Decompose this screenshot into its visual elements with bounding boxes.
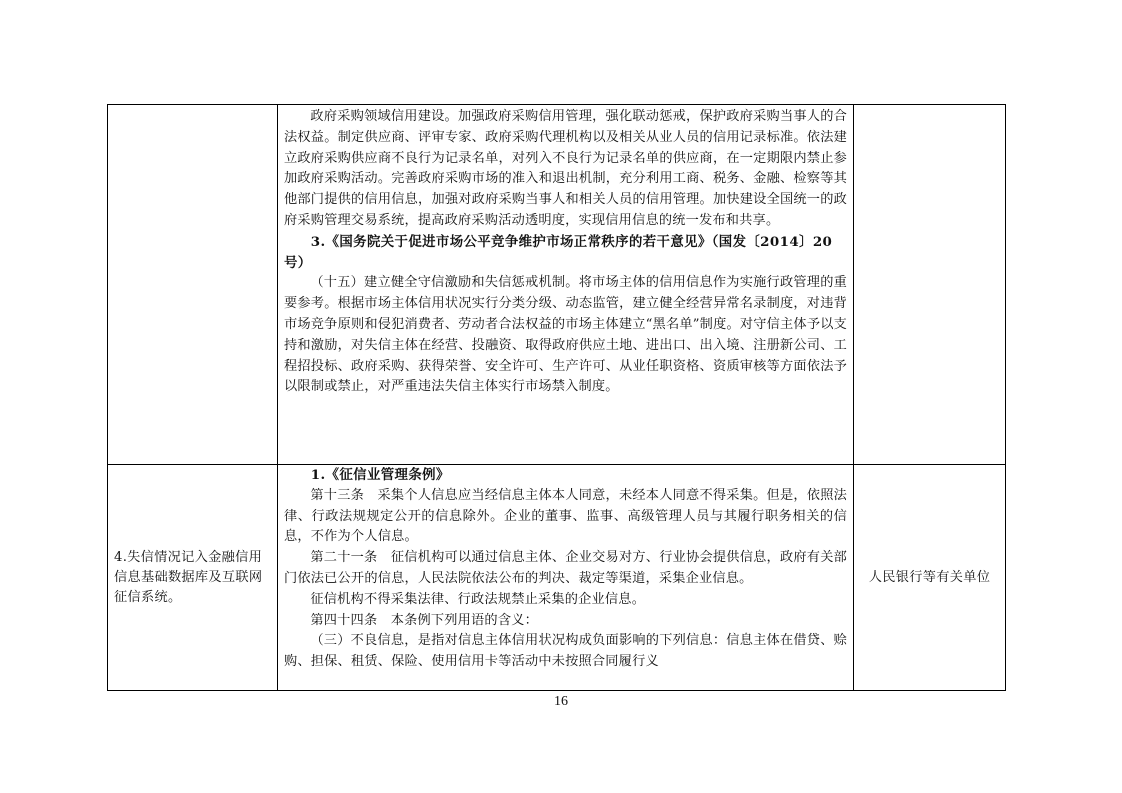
section-heading: 1.《征信业管理条例》 xyxy=(310,467,450,483)
item-label: 4.失信情况记入金融信用信息基础数据库及互联网征信系统。 xyxy=(114,549,263,605)
item-cell xyxy=(108,105,278,465)
table-row xyxy=(108,105,1006,465)
section-heading: 3.《国务院关于促进市场公平竞争维护市场正常秩序的若干意见》（国发〔2014〕20号） xyxy=(284,233,833,271)
paragraph: 政府采购领域信用建设。加强政府采购信用管理，强化联动惩戒，保护政府采购当事人的合法权益。制定供应商、评审专家、政府采购代理机构以及相关从业人员的信用记录标准。依法建立政府采购供应商不良行为记录名单，对列入不良行为记录名单的供应商，在一定期限内禁止参加政府采购活动。完善政府采购市场的准入和退出机制，充分利用工商、税务、金融、检察等其他部门提供的信用信息，加强对政府采购当事人和相关人员的信用管理。加快建设全国统一的政府采购管理交易系统，提高政府采购活动透明度，实现信用信息的统一发布和共享。 xyxy=(284,109,847,228)
paragraph: （三）不良信息，是指对信息主体信用状况构成负面影响的下列信息：信息主体在借贷、赊购、担保、租赁、保险、使用信用卡等活动中未按照合同履行义 xyxy=(284,633,847,670)
paragraph: 第四十四条 本条例下列用语的含义： xyxy=(310,612,538,628)
unit-cell xyxy=(854,105,1006,465)
content-cell xyxy=(278,465,854,691)
policy-table xyxy=(107,104,1006,691)
paragraph: 第十三条 采集个人信息应当经信息主体本人同意，未经本人同意不得采集。但是，依照法律、行政法规规定公开的信息除外。企业的董事、监事、高级管理人员与其履行职务相关的信息，不作为个人信息。 xyxy=(284,487,847,545)
unit-label: 人民银行等有关单位 xyxy=(868,569,991,585)
paragraph: 征信机构不得采集法律、行政法规禁止采集的企业信息。 xyxy=(310,591,646,607)
content-cell xyxy=(278,105,854,465)
unit-cell xyxy=(854,465,1006,691)
item-cell xyxy=(108,465,278,691)
table-row xyxy=(108,465,1006,691)
paragraph: （十五）建立健全守信激励和失信惩戒机制。将市场主体的信用信息作为实施行政管理的重要参考。根据市场主体信用状况实行分类分级、动态监管，建立健全经营异常名录制度，对违背市场竞争原则和侵犯消费者、劳动者合法权益的市场主体建立“黑名单”制度。对守信主体予以支持和激励，对失信主体在经营、投融资、取得政府供应土地、进出口、出入境、注册新公司、工程招投标、政府采购、获得荣誉、安全许可、生产许可、从业任职资格、资质审核等方面依法予以限制或禁止，对严重违法失信主体实行市场禁入制度。 xyxy=(284,275,847,395)
paragraph: 第二十一条 征信机构可以通过信息主体、企业交易对方、行业协会提供信息，政府有关部门依法已公开的信息，人民法院依法公布的判决、裁定等渠道，采集企业信息。 xyxy=(284,550,847,586)
page-number: 16 xyxy=(554,694,568,709)
